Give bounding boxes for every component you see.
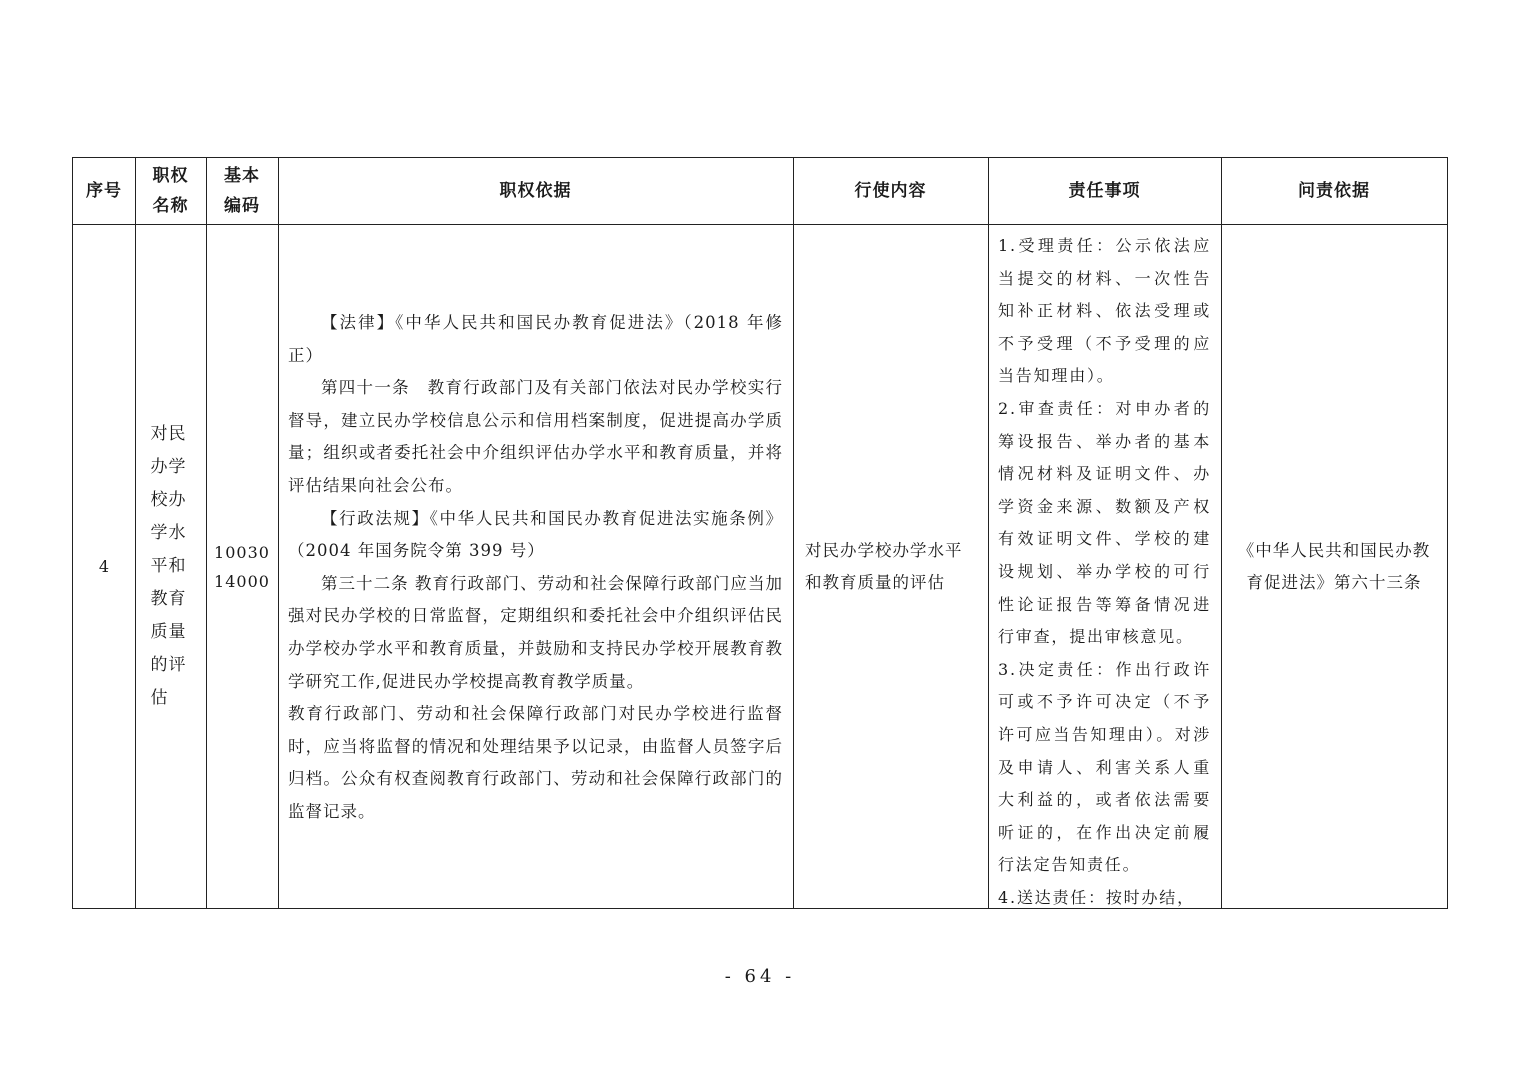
basic-code-text: 10030 14000: [214, 542, 270, 591]
basis-paragraph: 【行政法规】《中华人民共和国民办教育促进法实施条例》（2004 年国务院令第 399 号）: [288, 508, 783, 561]
basis-paragraph: 教育行政部门、劳动和社会保障行政部门对民办学校进行监督时，应当将监督的情况和处理结果予以记录，由监督人员签字后归档。公众有权查阅教育行政部门、劳动和社会保障行政部门的监督记录。: [288, 704, 783, 821]
row-accountability-basis: [1221, 225, 1447, 908]
exercise-content-text: 对民办学校办学水平和教育质量的评估: [805, 540, 963, 592]
responsibility-item: 4.送达责任：按时办结，: [998, 887, 1195, 907]
basis-paragraph: 第三十二条 教育行政部门、劳动和社会保障行政部门应当加强对民办学校的日常监督，定期组织和委托社会中介组织评估民办学校办学水平和教育质量，并鼓励和支持民办学校开展教育教学研究工作,促进民办学校提高教育教学质量。: [288, 573, 783, 691]
row-power-name: [135, 225, 206, 908]
basis-paragraph: 第四十一条 教育行政部门及有关部门依法对民办学校实行督导，建立民办学校信息公示和信用档案制度，促进提高办学质量；组织或者委托社会中介组织评估办学水平和教育质量，并将评估结果向社会公布。: [288, 378, 783, 495]
header-exercise-content: 行使内容: [854, 181, 927, 201]
page-number: - 64 -: [724, 966, 796, 987]
row-seq: 4: [98, 557, 110, 576]
header-power-name: 职权名称: [152, 166, 189, 216]
header-power-basis: 职权依据: [499, 181, 572, 201]
responsibility-item: 3.决定责任：作出行政许可或不予许可决定（不予许可应当告知理由）。对涉及申请人、利害关系人重大利益的，或者依法需要听证的，在作出决定前履行法定告知责任。: [998, 659, 1211, 875]
basis-paragraph: 【法律】《中华人民共和国民办教育促进法》（2018 年修正）: [288, 313, 783, 365]
accountability-basis-text: 《中华人民共和国民办教育促进法》第六十三条: [1237, 540, 1431, 592]
row-exercise-content: [793, 225, 988, 908]
row-responsibility: [988, 225, 1221, 908]
header-seq: 序号: [86, 181, 122, 201]
responsibility-item: 2.审查责任：对申办者的筹设报告、举办者的基本情况材料及证明文件、办学资金来源、数额及产权有效证明文件、学校的建设规划、举办学校的可行性论证报告等筹备情况进行审查，提出审核意见。: [998, 398, 1211, 647]
power-list-table: [72, 157, 1448, 909]
power-name-text: 对民办学校办学水平和教育质量的评估: [150, 424, 187, 708]
header-basic-code: 基本编码: [224, 166, 260, 216]
responsibility-item: 1.受理责任：公示依法应当提交的材料、一次性告知补正材料、依法受理或不予受理（不予受理的应当告知理由）。: [998, 236, 1211, 386]
header-responsibility: 责任事项: [1068, 181, 1141, 201]
row-power-basis: [278, 225, 793, 908]
header-accountability-basis: 问责依据: [1298, 181, 1370, 201]
row-basic-code: [206, 225, 278, 908]
